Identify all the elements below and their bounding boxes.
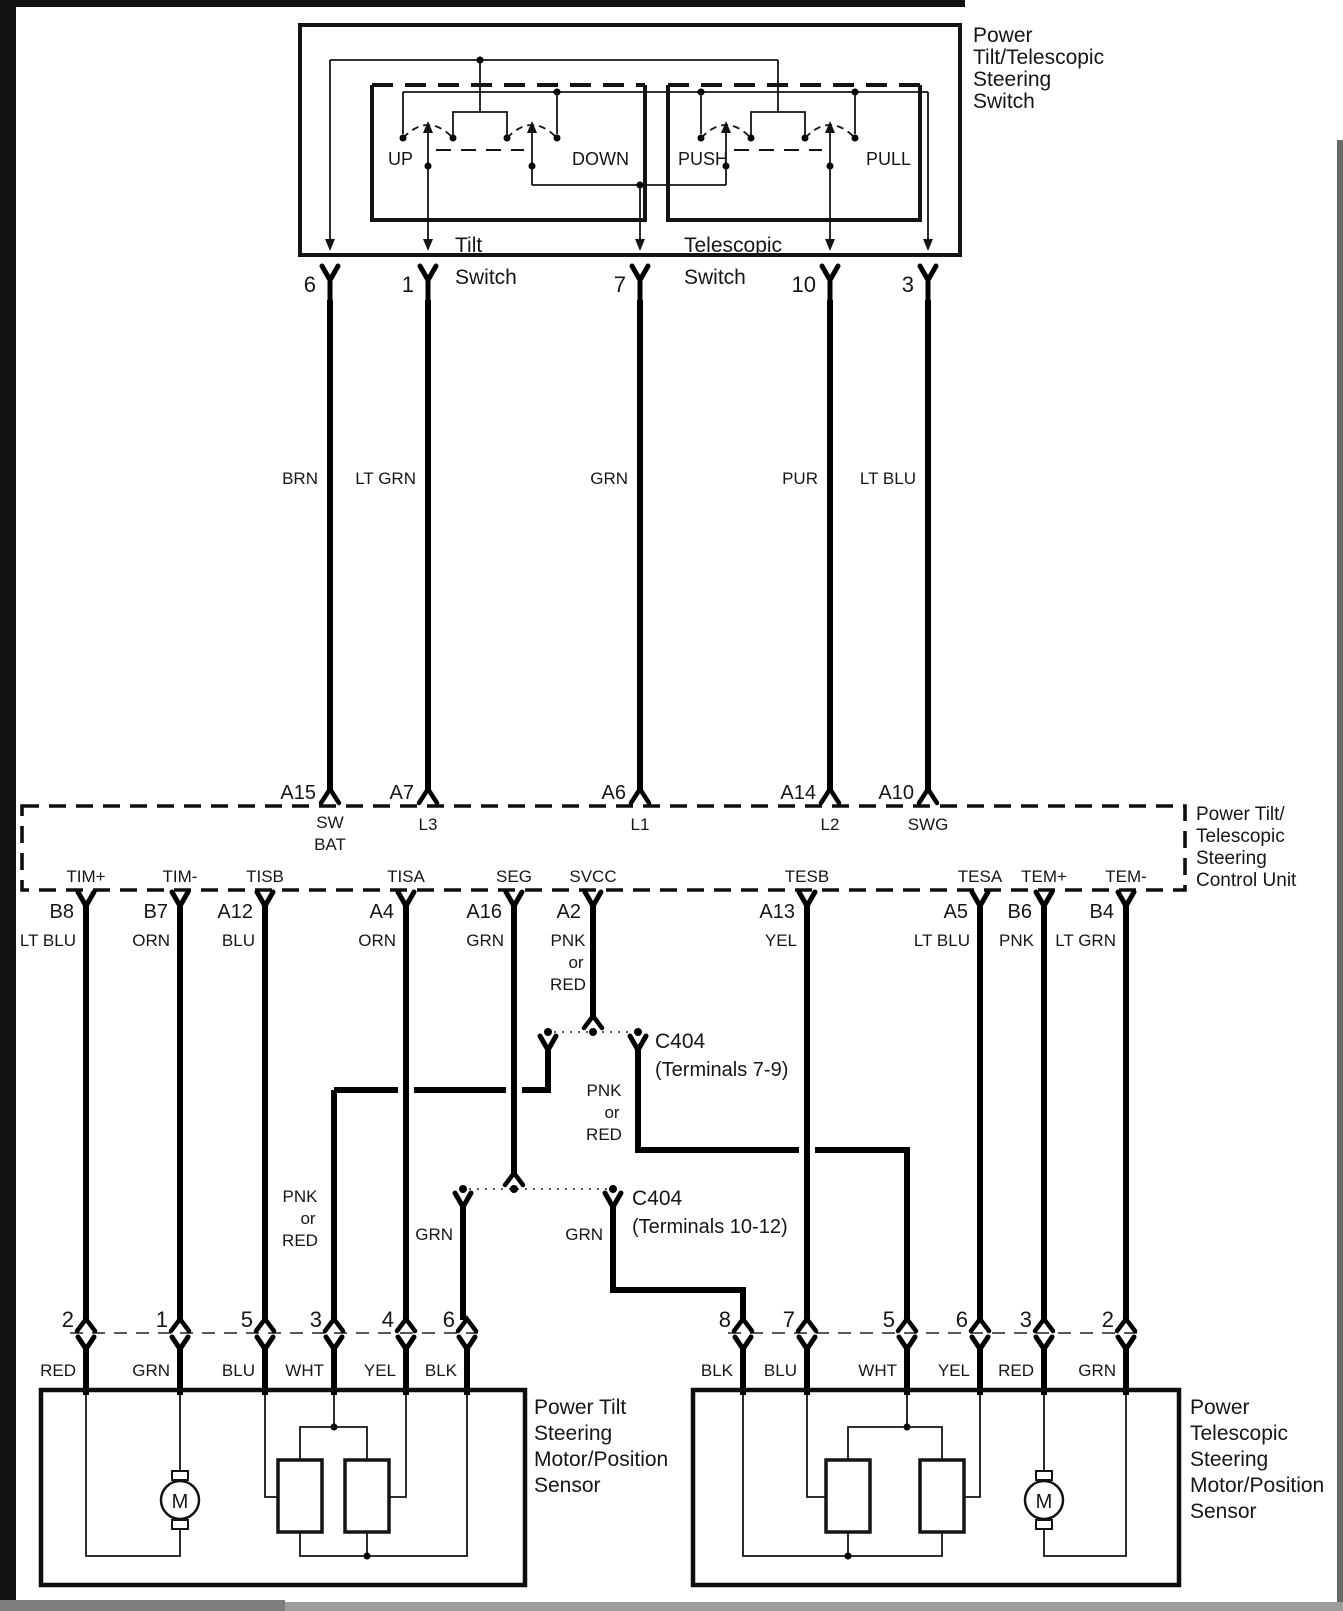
connector-pin-icon xyxy=(257,892,273,906)
wire-color-label: BLU xyxy=(221,1361,255,1380)
tilt-switch-label: Switch xyxy=(455,266,517,289)
wire-color-label: GRN xyxy=(415,1225,453,1244)
connector-name: C404 xyxy=(655,1030,706,1053)
connector-pin-icon xyxy=(799,892,815,906)
scan-edge-bottom-left xyxy=(0,1600,285,1611)
wire-color-label: YEL xyxy=(764,931,797,950)
power-telescopic-steering-motor-position-sensor xyxy=(693,1390,1324,1585)
position-label-up: UP xyxy=(388,149,414,169)
cu-pin-id: A12 xyxy=(217,901,253,923)
telescopic-motor-title-line: Steering xyxy=(1190,1448,1269,1471)
wire-color-label: LT BLU xyxy=(19,931,76,950)
telescopic-motor-title-line: Sensor xyxy=(1190,1500,1257,1523)
motor-pin-number: 6 xyxy=(442,1307,455,1332)
control-unit-title-line: Telescopic xyxy=(1196,826,1285,847)
male-pin-icon xyxy=(584,1016,602,1028)
connector-pin-icon xyxy=(1118,892,1134,906)
connector-pin-icon xyxy=(1036,892,1052,906)
c404-connector-7-9 xyxy=(282,1016,907,1320)
wire-color-label: ORN xyxy=(358,931,396,950)
male-pin-icon xyxy=(631,789,649,803)
cu-terminal-label: A15 xyxy=(280,782,316,804)
female-pin-icon xyxy=(540,1036,556,1050)
cu-terminal-name: SWG xyxy=(907,815,949,834)
male-pin-icon xyxy=(821,789,839,803)
cu-terminal-name: L1 xyxy=(630,815,650,834)
cu-pin-id: A13 xyxy=(759,901,795,923)
switch-plungers xyxy=(423,121,835,170)
wire-color-label: GRN xyxy=(590,469,628,488)
cu-bottom-terminal: TEM+ xyxy=(1021,867,1067,886)
cu-terminal-label: A10 xyxy=(878,782,914,804)
connector-pin-icon xyxy=(585,892,601,906)
c404-connector-10-12 xyxy=(415,1173,787,1320)
connector-pin-icon xyxy=(632,266,648,300)
connector-name: C404 xyxy=(632,1187,683,1210)
cu-pin-id: A16 xyxy=(466,901,502,923)
switch-to-control-unit-wires xyxy=(280,266,937,804)
motor-pin-number: 3 xyxy=(309,1307,322,1332)
wire-color-label: LT GRN xyxy=(1055,931,1116,950)
switch-pin-number: 3 xyxy=(901,272,914,297)
scan-edge-right xyxy=(1337,140,1343,1611)
cu-bottom-terminal: SVCC xyxy=(569,867,617,886)
motor-terminal xyxy=(172,1471,188,1480)
cu-terminal-name: L2 xyxy=(820,815,840,834)
connector-pin-icon xyxy=(506,892,522,906)
wire-color-label: or xyxy=(604,1103,620,1122)
motor-pin-number: 5 xyxy=(240,1307,253,1332)
wire-color-label: or xyxy=(300,1209,316,1228)
wire-color-label: RED xyxy=(40,1361,76,1380)
motor-letter: M xyxy=(171,1491,189,1513)
wire-color-label: YEL xyxy=(363,1361,396,1380)
wire-color-label: GRN xyxy=(132,1361,170,1380)
motor-pin-number: 1 xyxy=(155,1307,168,1332)
motor-pin-number: 3 xyxy=(1019,1307,1032,1332)
connector-pin-icon xyxy=(972,892,988,906)
wire-color-label: LT GRN xyxy=(355,469,416,488)
tilt-motor-title-line: Steering xyxy=(534,1422,613,1445)
tilt-motor-title-line: Sensor xyxy=(534,1474,601,1497)
wire-color-label: PNK xyxy=(999,931,1034,950)
cu-pin-id: B8 xyxy=(49,901,74,923)
connector-terminals: (Terminals 7-9) xyxy=(655,1059,789,1081)
motor-terminal xyxy=(1036,1471,1052,1480)
wire-color-label: YEL xyxy=(937,1361,970,1380)
position-label-pull: PULL xyxy=(866,149,912,169)
connector-pin-icon xyxy=(172,892,188,906)
cu-terminal-label: A6 xyxy=(601,782,626,804)
telescopic-switch-label: Telescopic xyxy=(684,234,783,257)
tilt-motor-title-line: Motor/Position xyxy=(534,1448,669,1471)
switch-title-line: Power xyxy=(973,24,1033,47)
cu-bottom-terminal: TESB xyxy=(784,867,830,886)
wire-color-label: PUR xyxy=(782,469,818,488)
connector-pin-icon xyxy=(322,266,338,300)
telescopic-motor-title-line: Motor/Position xyxy=(1190,1474,1325,1497)
switch-title-line: Steering xyxy=(973,68,1052,91)
control-unit-output-wires xyxy=(20,892,1134,1320)
male-pin-icon xyxy=(505,1173,523,1185)
wire-c404-left xyxy=(522,1050,548,1090)
tilt-motor-connector xyxy=(40,1307,476,1395)
connector-terminals: (Terminals 10-12) xyxy=(632,1216,788,1238)
position-sensor-element xyxy=(826,1460,870,1532)
telescopic-motor-connector xyxy=(701,1307,1135,1395)
motor-pin-number: 6 xyxy=(955,1307,968,1332)
connector-pin-icon xyxy=(78,892,94,906)
male-pin-icon xyxy=(919,789,937,803)
wire-color-label: GRN xyxy=(466,931,504,950)
female-pin-icon xyxy=(630,1036,646,1050)
wire-color-label: WHT xyxy=(858,1361,897,1380)
telescopic-switch-label: Switch xyxy=(684,266,746,289)
control-unit-title-line: Steering xyxy=(1196,848,1267,869)
wire-color-label: WHT xyxy=(285,1361,324,1380)
position-label-down: DOWN xyxy=(572,149,629,169)
cu-pin-id: B4 xyxy=(1089,901,1114,923)
cu-pin-id: A4 xyxy=(369,901,394,923)
male-pin-icon xyxy=(321,789,339,803)
wire-color-label: RED xyxy=(550,975,586,994)
motor-terminal xyxy=(1036,1520,1052,1529)
wire-color-label: RED xyxy=(998,1361,1034,1380)
wire-color-label: RED xyxy=(282,1231,318,1250)
tilt-motor-internals xyxy=(86,1395,467,1560)
switch-pin-number: 1 xyxy=(401,272,414,297)
power-tilt-telescopic-steering-control-unit xyxy=(22,804,1297,891)
cu-pin-id: B7 xyxy=(143,901,168,923)
cu-terminal-name: L3 xyxy=(418,815,438,834)
motor-connector-row xyxy=(40,1307,1138,1395)
motor-terminal xyxy=(172,1520,188,1529)
cu-pin-id: B6 xyxy=(1007,901,1032,923)
motor-pin-number: 8 xyxy=(718,1307,731,1332)
telescopic-switch-box xyxy=(668,85,920,289)
tilt-switch-label: Tilt xyxy=(455,234,483,257)
wire-color-label: PNK xyxy=(282,1187,318,1206)
cu-bottom-terminal: SEG xyxy=(496,867,532,886)
wire-color-label: or xyxy=(568,953,584,972)
tilt-switch-box xyxy=(372,85,645,289)
motor-pin-number: 5 xyxy=(882,1307,895,1332)
wire-c404-right xyxy=(815,1150,907,1320)
telescopic-motor-title-line: Telescopic xyxy=(1190,1422,1289,1445)
motor-pin-number: 4 xyxy=(381,1307,394,1332)
switch-pin-number: 10 xyxy=(791,272,816,297)
control-unit-title-line: Control Unit xyxy=(1196,870,1297,891)
switch-pin-number: 7 xyxy=(613,272,626,297)
wire-color-label: BLK xyxy=(700,1361,733,1380)
position-sensor-element xyxy=(345,1460,389,1532)
cu-terminal-label: A14 xyxy=(780,782,816,804)
connector-pin-icon xyxy=(398,892,414,906)
cu-bottom-terminal: TISB xyxy=(246,867,284,886)
wire-color-label: GRN xyxy=(565,1225,603,1244)
wire-color-label: GRN xyxy=(1078,1361,1116,1380)
switch-title-line: Tilt/Telescopic xyxy=(973,46,1105,69)
cu-pin-id: A2 xyxy=(556,901,581,923)
telescopic-motor-internals xyxy=(743,1395,1126,1560)
wire-color-label: LT BLU xyxy=(913,931,970,950)
cu-bottom-terminal: TIM+ xyxy=(66,867,106,886)
scan-edge-bottom-right xyxy=(285,1602,1343,1611)
wire-color-label: BRN xyxy=(282,469,318,488)
cu-bottom-terminal: TIM- xyxy=(162,867,198,886)
tilt-motor-title-line: Power Tilt xyxy=(534,1396,627,1419)
scan-edge-top xyxy=(0,0,965,7)
control-unit-title-line: Power Tilt/ xyxy=(1196,804,1285,825)
cu-bottom-terminal: TISA xyxy=(387,867,425,886)
wire-color-label: ORN xyxy=(132,931,170,950)
switch-title-line: Switch xyxy=(973,90,1035,113)
position-label-push: PUSH xyxy=(678,149,729,169)
female-pin-icon xyxy=(455,1193,471,1207)
wire-color-label: PNK xyxy=(550,931,586,950)
switch-pin-number: 6 xyxy=(303,272,316,297)
telescopic-motor-title-line: Power xyxy=(1190,1396,1250,1419)
wire-color-label: BLK xyxy=(424,1361,457,1380)
scan-edge-left xyxy=(0,0,16,1611)
wire-color-label: LT BLU xyxy=(859,469,916,488)
position-sensor-element xyxy=(920,1460,964,1532)
cu-pin-id: A5 xyxy=(943,901,968,923)
male-pin-icon xyxy=(419,789,437,803)
female-pin-icon xyxy=(605,1193,621,1207)
motor-pin-number: 2 xyxy=(61,1307,74,1332)
cu-terminal-name: SW xyxy=(316,813,344,832)
wire-color-label: PNK xyxy=(586,1081,622,1100)
motor-pin-number: 2 xyxy=(1101,1307,1114,1332)
cu-bottom-terminal: TESA xyxy=(957,867,1003,886)
motor-letter: M xyxy=(1035,1491,1053,1513)
cu-bottom-terminal: TEM- xyxy=(1105,867,1147,886)
cu-terminal-name: BAT xyxy=(314,835,346,854)
wire-color-label: BLU xyxy=(763,1361,797,1380)
connector-pin-icon xyxy=(420,266,436,300)
power-tilt-steering-motor-position-sensor xyxy=(41,1390,668,1585)
wire-color-label: BLU xyxy=(221,931,255,950)
position-sensor-element xyxy=(278,1460,322,1532)
motor-pin-number: 7 xyxy=(782,1307,795,1332)
cu-terminal-label: A7 xyxy=(389,782,414,804)
connector-pin-icon xyxy=(822,266,838,300)
power-tilt-telescopic-steering-switch xyxy=(300,24,1104,289)
wire-color-label: RED xyxy=(586,1125,622,1144)
connector-pin-icon xyxy=(920,266,936,300)
